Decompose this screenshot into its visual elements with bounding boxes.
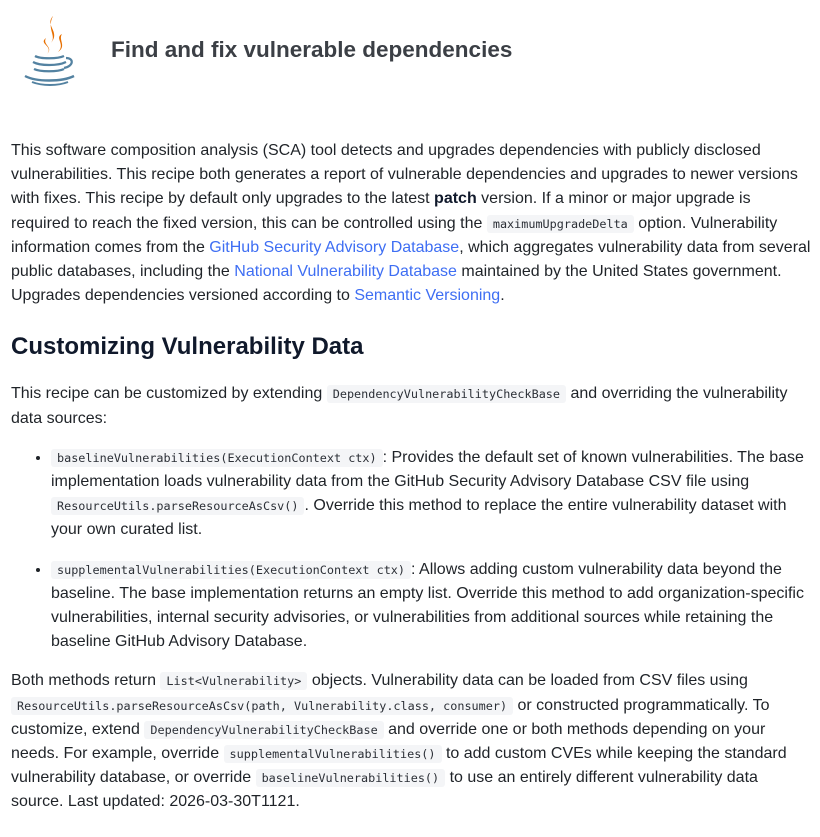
lead-text: and overriding the vulnerability data sources:	[11, 385, 788, 427]
code-supplemental-call: supplementalVulnerabilities()	[224, 745, 442, 763]
list-item	[51, 558, 811, 655]
code-supplemental-method: supplementalVulnerabilities(ExecutionContext ctx)	[51, 561, 411, 579]
section-heading: Customizing Vulnerability Data	[11, 333, 364, 361]
intro-bold-patch: patch	[434, 190, 477, 208]
list-item	[51, 446, 811, 543]
code-list-vulnerability: List<Vulnerability>	[160, 672, 307, 690]
intro-text: version. If a minor or major upgrade is required to reach the fixed version, this can be controlled using the	[11, 190, 751, 232]
intro-text: , which aggregates vulnerability data from several public databases, including the	[11, 238, 811, 281]
lead-text: This recipe can be customized by extending	[11, 385, 327, 403]
code-parse-resource: ResourceUtils.parseResourceAsCsv()	[51, 497, 304, 515]
java-coffee-cup-icon	[20, 14, 78, 88]
section-lead-paragraph	[11, 382, 811, 430]
intro-text: .	[500, 287, 505, 305]
intro-text: maintained by the United States government. Upgrades dependencies versioned according to	[11, 263, 782, 305]
closing-text: and override one or both methods depending on your needs. For example, override	[11, 720, 766, 763]
code-check-base: DependencyVulnerabilityCheckBase	[144, 721, 383, 739]
code-max-upgrade-delta: maximumUpgradeDelta	[487, 215, 634, 233]
intro-text: option. Vulnerability information comes from the	[11, 214, 778, 256]
closing-text: objects. Vulnerability data can be loaded from CSV files using	[307, 672, 748, 690]
code-parse-resource-full: ResourceUtils.parseResourceAsCsv(path, Vulnerability.class, consumer)	[11, 697, 513, 715]
override-methods-list	[11, 446, 811, 655]
list-item-text: : Allows adding custom vulnerability data beyond the baseline. The base implementation returns an empty list. Override this method to add organization-specific vulnerabilities, internal security advisories, or vulnerabilities from additional sources while retaining the baseline GitHub Advisory Database.	[51, 560, 804, 651]
intro-text: This software composition analysis (SCA) tool detects and upgrades dependencies with publicly disclosed vulnerabilities. This recipe both generates a report of vulnerable dependencies and upgrades to newer versions with fixes. This recipe by default only upgrades to the latest	[11, 142, 798, 208]
list-item-text: : Provides the default set of known vulnerabilities. The base implementation loads vulnerability data from the GitHub Security Advisory Database CSV file using	[51, 448, 804, 491]
link-github-advisory-db[interactable]: GitHub Security Advisory Database	[209, 238, 460, 256]
list-item-text: . Override this method to replace the entire vulnerability dataset with your own curated list.	[51, 497, 787, 539]
link-national-vuln-db[interactable]: National Vulnerability Database	[234, 263, 457, 281]
closing-text: Both methods return	[11, 672, 161, 690]
code-baseline-call: baselineVulnerabilities()	[256, 769, 446, 787]
closing-text: to use an entirely different vulnerability data source. Last updated: 2026-03-30T1121.	[11, 769, 758, 811]
code-baseline-method: baselineVulnerabilities(ExecutionContext ctx)	[51, 449, 383, 467]
page-title: Find and fix vulnerable dependencies	[111, 37, 513, 62]
closing-paragraph	[11, 669, 811, 814]
code-check-base: DependencyVulnerabilityCheckBase	[327, 385, 566, 403]
closing-text: or constructed programmatically. To customize, extend	[11, 696, 770, 738]
intro-paragraph	[11, 139, 811, 308]
article-body	[11, 139, 811, 815]
closing-text: to add custom CVEs while keeping the standard vulnerability database, or override	[11, 745, 787, 787]
page-header	[0, 0, 820, 100]
link-semantic-versioning[interactable]: Semantic Versioning	[354, 287, 501, 305]
